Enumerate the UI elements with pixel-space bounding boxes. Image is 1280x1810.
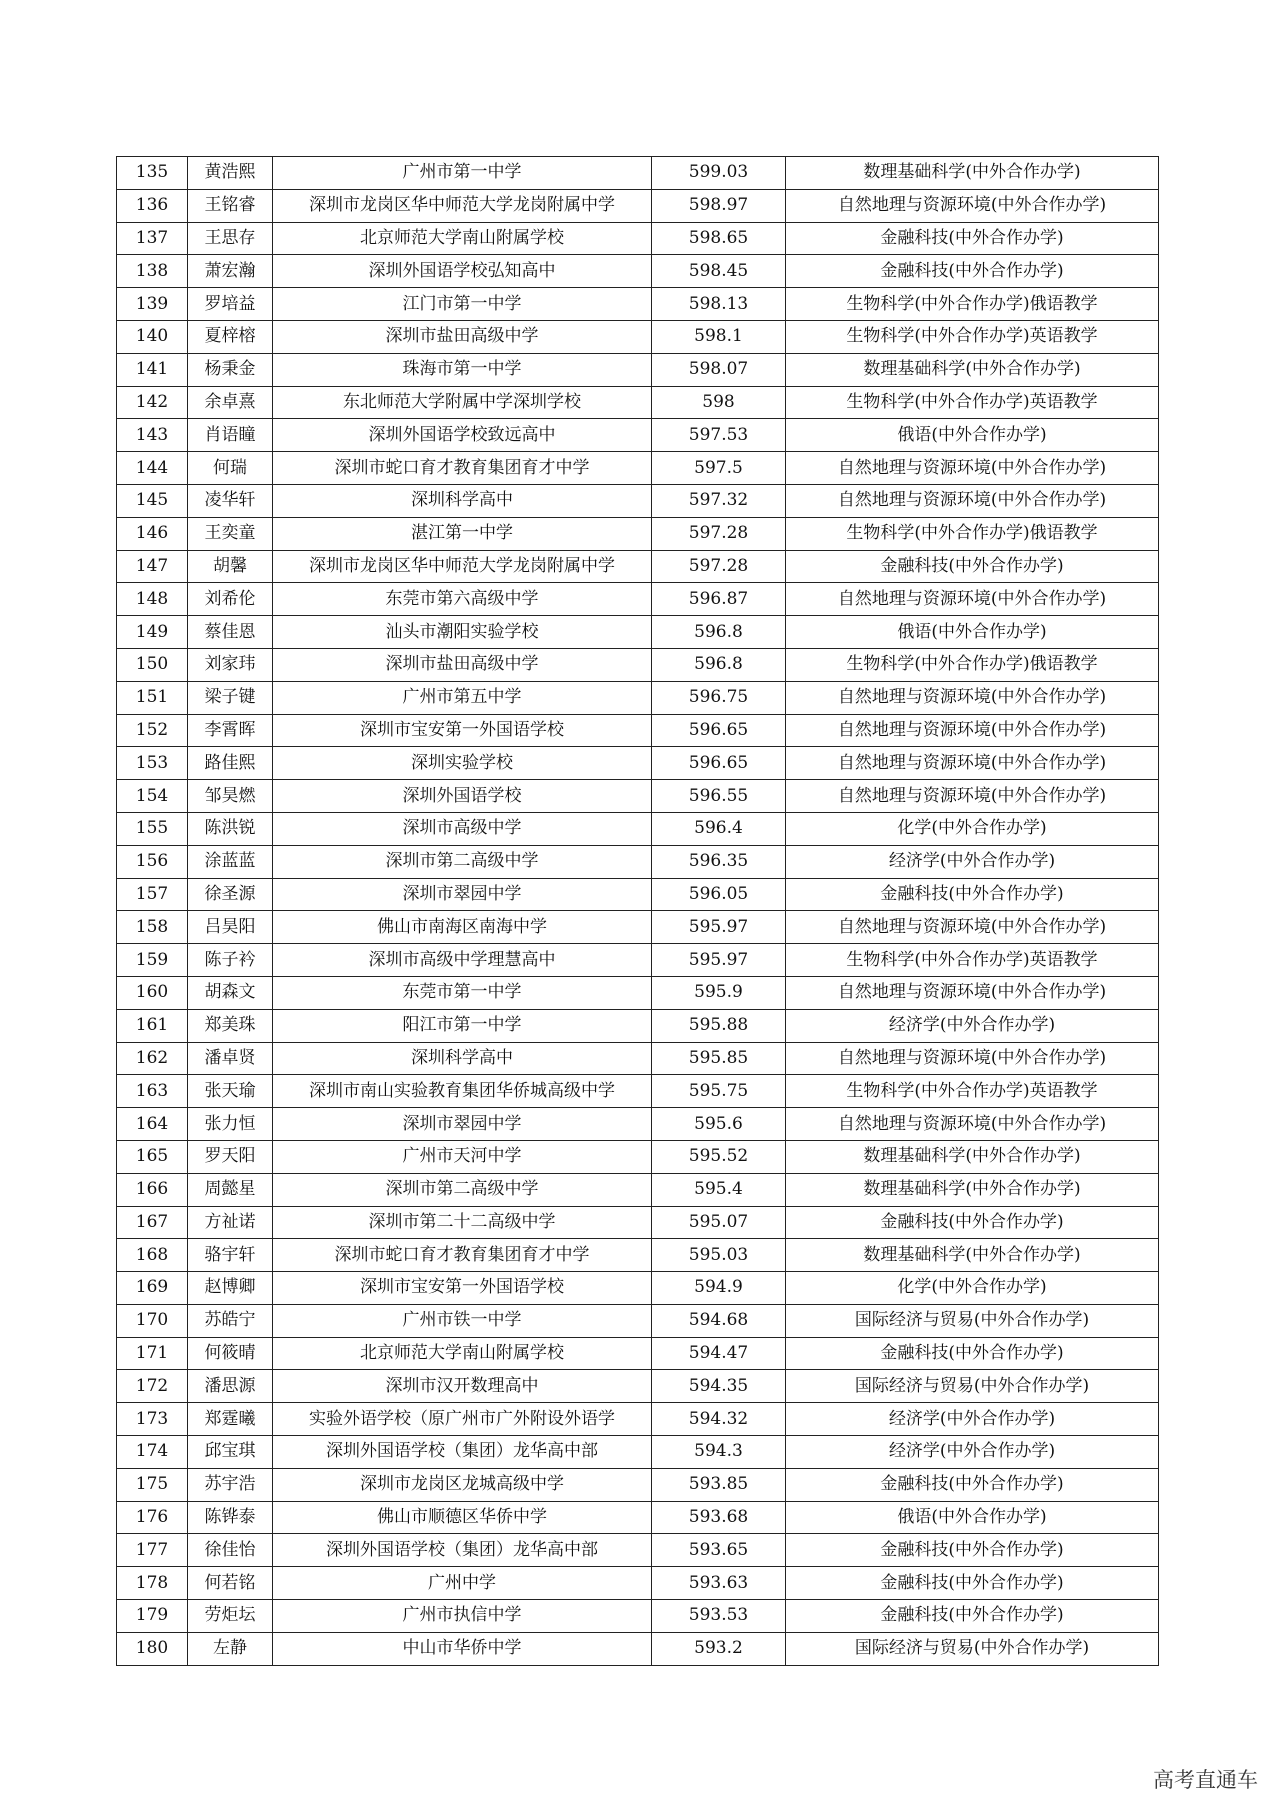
major-cell: 金融科技(中外合作办学): [786, 1206, 1159, 1239]
score-cell: 593.68: [652, 1501, 786, 1534]
table-row: [117, 1108, 1159, 1141]
name-cell: 胡森文: [188, 976, 273, 1009]
school-cell: 深圳市盐田高级中学: [273, 648, 652, 681]
rank-cell: 144: [117, 452, 188, 485]
name-cell: 路佳熙: [188, 747, 273, 780]
rank-cell: 174: [117, 1436, 188, 1469]
major-cell: 俄语(中外合作办学): [786, 1501, 1159, 1534]
school-cell: 深圳外国语学校弘知高中: [273, 255, 652, 288]
school-cell: 湛江第一中学: [273, 517, 652, 550]
school-cell: 珠海市第一中学: [273, 353, 652, 386]
table-body: [117, 157, 1159, 1666]
table-row: [117, 1567, 1159, 1600]
school-cell: 江门市第一中学: [273, 288, 652, 321]
major-cell: 自然地理与资源环境(中外合作办学): [786, 583, 1159, 616]
rank-cell: 147: [117, 550, 188, 583]
rank-cell: 173: [117, 1403, 188, 1436]
name-cell: 王奕童: [188, 517, 273, 550]
table-row: [117, 583, 1159, 616]
table-row: [117, 878, 1159, 911]
rank-cell: 153: [117, 747, 188, 780]
school-cell: 深圳市第二高级中学: [273, 845, 652, 878]
admission-table: [116, 156, 1159, 1666]
table-row: [117, 386, 1159, 419]
school-cell: 深圳外国语学校致远高中: [273, 419, 652, 452]
table-row: [117, 976, 1159, 1009]
major-cell: 金融科技(中外合作办学): [786, 1468, 1159, 1501]
table-row: [117, 911, 1159, 944]
school-cell: 佛山市顺德区华侨中学: [273, 1501, 652, 1534]
school-cell: 深圳科学高中: [273, 484, 652, 517]
score-cell: 594.35: [652, 1370, 786, 1403]
rank-cell: 159: [117, 944, 188, 977]
rank-cell: 150: [117, 648, 188, 681]
table-row: [117, 1600, 1159, 1633]
rank-cell: 170: [117, 1304, 188, 1337]
name-cell: 陈铧泰: [188, 1501, 273, 1534]
major-cell: 生物科学(中外合作办学)俄语教学: [786, 648, 1159, 681]
score-cell: 596.75: [652, 681, 786, 714]
rank-cell: 135: [117, 157, 188, 190]
name-cell: 潘思源: [188, 1370, 273, 1403]
major-cell: 经济学(中外合作办学): [786, 1436, 1159, 1469]
name-cell: 罗培益: [188, 288, 273, 321]
score-cell: 594.47: [652, 1337, 786, 1370]
school-cell: 广州市铁一中学: [273, 1304, 652, 1337]
table-row: [117, 1075, 1159, 1108]
score-cell: 593.2: [652, 1632, 786, 1665]
major-cell: 化学(中外合作办学): [786, 1272, 1159, 1305]
name-cell: 周懿星: [188, 1173, 273, 1206]
score-cell: 598.45: [652, 255, 786, 288]
major-cell: 数理基础科学(中外合作办学): [786, 157, 1159, 190]
school-cell: 深圳市龙岗区华中师范大学龙岗附属中学: [273, 189, 652, 222]
score-cell: 596.4: [652, 812, 786, 845]
name-cell: 夏梓榕: [188, 320, 273, 353]
name-cell: 梁子键: [188, 681, 273, 714]
table-row: [117, 1501, 1159, 1534]
school-cell: 中山市华侨中学: [273, 1632, 652, 1665]
table-row: [117, 1436, 1159, 1469]
score-cell: 595.9: [652, 976, 786, 1009]
school-cell: 深圳外国语学校（集团）龙华高中部: [273, 1436, 652, 1469]
score-cell: 598.65: [652, 222, 786, 255]
rank-cell: 168: [117, 1239, 188, 1272]
name-cell: 李霄晖: [188, 714, 273, 747]
school-cell: 广州中学: [273, 1567, 652, 1600]
table-row: [117, 320, 1159, 353]
major-cell: 经济学(中外合作办学): [786, 1009, 1159, 1042]
name-cell: 郑霆曦: [188, 1403, 273, 1436]
score-cell: 596.8: [652, 616, 786, 649]
major-cell: 生物科学(中外合作办学)英语教学: [786, 944, 1159, 977]
rank-cell: 180: [117, 1632, 188, 1665]
rank-cell: 169: [117, 1272, 188, 1305]
rank-cell: 171: [117, 1337, 188, 1370]
rank-cell: 157: [117, 878, 188, 911]
score-cell: 595.07: [652, 1206, 786, 1239]
major-cell: 数理基础科学(中外合作办学): [786, 1173, 1159, 1206]
major-cell: 自然地理与资源环境(中外合作办学): [786, 452, 1159, 485]
school-cell: 北京师范大学南山附属学校: [273, 222, 652, 255]
score-cell: 593.85: [652, 1468, 786, 1501]
major-cell: 生物科学(中外合作办学)英语教学: [786, 386, 1159, 419]
major-cell: 金融科技(中外合作办学): [786, 550, 1159, 583]
rank-cell: 158: [117, 911, 188, 944]
score-cell: 593.53: [652, 1600, 786, 1633]
school-cell: 东北师范大学附属中学深圳学校: [273, 386, 652, 419]
major-cell: 金融科技(中外合作办学): [786, 255, 1159, 288]
rank-cell: 165: [117, 1140, 188, 1173]
major-cell: 自然地理与资源环境(中外合作办学): [786, 484, 1159, 517]
score-cell: 596.05: [652, 878, 786, 911]
table-row: [117, 1370, 1159, 1403]
school-cell: 深圳市龙岗区龙城高级中学: [273, 1468, 652, 1501]
school-cell: 深圳市第二十二高级中学: [273, 1206, 652, 1239]
table-row: [117, 648, 1159, 681]
score-cell: 598.97: [652, 189, 786, 222]
major-cell: 金融科技(中外合作办学): [786, 1534, 1159, 1567]
table-row: [117, 812, 1159, 845]
score-cell: 597.28: [652, 550, 786, 583]
rank-cell: 143: [117, 419, 188, 452]
name-cell: 徐佳怡: [188, 1534, 273, 1567]
table-row: [117, 1239, 1159, 1272]
score-cell: 597.53: [652, 419, 786, 452]
name-cell: 赵博卿: [188, 1272, 273, 1305]
name-cell: 萧宏瀚: [188, 255, 273, 288]
major-cell: 自然地理与资源环境(中外合作办学): [786, 780, 1159, 813]
score-cell: 595.6: [652, 1108, 786, 1141]
score-cell: 595.97: [652, 911, 786, 944]
name-cell: 张天瑜: [188, 1075, 273, 1108]
major-cell: 国际经济与贸易(中外合作办学): [786, 1304, 1159, 1337]
rank-cell: 177: [117, 1534, 188, 1567]
major-cell: 金融科技(中外合作办学): [786, 222, 1159, 255]
name-cell: 骆宇轩: [188, 1239, 273, 1272]
major-cell: 俄语(中外合作办学): [786, 616, 1159, 649]
table-row: [117, 780, 1159, 813]
watermark-text: 高考直通车: [1153, 1768, 1258, 1792]
table-row: [117, 452, 1159, 485]
admission-table-wrapper: [116, 156, 1158, 1666]
name-cell: 苏宇浩: [188, 1468, 273, 1501]
name-cell: 何若铭: [188, 1567, 273, 1600]
rank-cell: 136: [117, 189, 188, 222]
school-cell: 深圳市蛇口育才教育集团育才中学: [273, 1239, 652, 1272]
rank-cell: 137: [117, 222, 188, 255]
score-cell: 598: [652, 386, 786, 419]
score-cell: 597.5: [652, 452, 786, 485]
major-cell: 数理基础科学(中外合作办学): [786, 1239, 1159, 1272]
rank-cell: 160: [117, 976, 188, 1009]
school-cell: 深圳市汉开数理高中: [273, 1370, 652, 1403]
school-cell: 深圳外国语学校（集团）龙华高中部: [273, 1534, 652, 1567]
major-cell: 自然地理与资源环境(中外合作办学): [786, 1042, 1159, 1075]
score-cell: 596.55: [652, 780, 786, 813]
major-cell: 化学(中外合作办学): [786, 812, 1159, 845]
school-cell: 广州市执信中学: [273, 1600, 652, 1633]
major-cell: 国际经济与贸易(中外合作办学): [786, 1632, 1159, 1665]
name-cell: 王思存: [188, 222, 273, 255]
major-cell: 经济学(中外合作办学): [786, 1403, 1159, 1436]
score-cell: 593.63: [652, 1567, 786, 1600]
school-cell: 深圳市高级中学理慧高中: [273, 944, 652, 977]
score-cell: 598.07: [652, 353, 786, 386]
rank-cell: 179: [117, 1600, 188, 1633]
school-cell: 东莞市第六高级中学: [273, 583, 652, 616]
school-cell: 佛山市南海区南海中学: [273, 911, 652, 944]
rank-cell: 145: [117, 484, 188, 517]
name-cell: 涂蓝蓝: [188, 845, 273, 878]
score-cell: 596.8: [652, 648, 786, 681]
rank-cell: 178: [117, 1567, 188, 1600]
table-row: [117, 1009, 1159, 1042]
score-cell: 597.32: [652, 484, 786, 517]
name-cell: 张力恒: [188, 1108, 273, 1141]
rank-cell: 161: [117, 1009, 188, 1042]
table-row: [117, 255, 1159, 288]
major-cell: 国际经济与贸易(中外合作办学): [786, 1370, 1159, 1403]
major-cell: 自然地理与资源环境(中外合作办学): [786, 189, 1159, 222]
name-cell: 蔡佳恩: [188, 616, 273, 649]
rank-cell: 154: [117, 780, 188, 813]
name-cell: 杨秉金: [188, 353, 273, 386]
score-cell: 594.3: [652, 1436, 786, 1469]
rank-cell: 163: [117, 1075, 188, 1108]
school-cell: 深圳市高级中学: [273, 812, 652, 845]
major-cell: 自然地理与资源环境(中外合作办学): [786, 1108, 1159, 1141]
name-cell: 陈子衿: [188, 944, 273, 977]
major-cell: 经济学(中外合作办学): [786, 845, 1159, 878]
score-cell: 597.28: [652, 517, 786, 550]
rank-cell: 138: [117, 255, 188, 288]
name-cell: 方祉诺: [188, 1206, 273, 1239]
name-cell: 罗天阳: [188, 1140, 273, 1173]
major-cell: 金融科技(中外合作办学): [786, 1600, 1159, 1633]
major-cell: 自然地理与资源环境(中外合作办学): [786, 681, 1159, 714]
name-cell: 徐圣源: [188, 878, 273, 911]
name-cell: 郑美珠: [188, 1009, 273, 1042]
score-cell: 595.03: [652, 1239, 786, 1272]
score-cell: 598.1: [652, 320, 786, 353]
rank-cell: 155: [117, 812, 188, 845]
table-row: [117, 550, 1159, 583]
name-cell: 肖语瞳: [188, 419, 273, 452]
name-cell: 刘家玮: [188, 648, 273, 681]
rank-cell: 167: [117, 1206, 188, 1239]
major-cell: 数理基础科学(中外合作办学): [786, 1140, 1159, 1173]
rank-cell: 162: [117, 1042, 188, 1075]
table-row: [117, 1403, 1159, 1436]
school-cell: 深圳市翠园中学: [273, 878, 652, 911]
table-row: [117, 1632, 1159, 1665]
major-cell: 金融科技(中外合作办学): [786, 878, 1159, 911]
name-cell: 黄浩熙: [188, 157, 273, 190]
table-row: [117, 353, 1159, 386]
school-cell: 东莞市第一中学: [273, 976, 652, 1009]
school-cell: 深圳市南山实验教育集团华侨城高级中学: [273, 1075, 652, 1108]
table-row: [117, 222, 1159, 255]
score-cell: 595.88: [652, 1009, 786, 1042]
table-row: [117, 157, 1159, 190]
table-row: [117, 1272, 1159, 1305]
rank-cell: 148: [117, 583, 188, 616]
name-cell: 邹昊燃: [188, 780, 273, 813]
name-cell: 吕昊阳: [188, 911, 273, 944]
rank-cell: 156: [117, 845, 188, 878]
table-row: [117, 189, 1159, 222]
table-row: [117, 845, 1159, 878]
school-cell: 深圳市第二高级中学: [273, 1173, 652, 1206]
table-row: [117, 517, 1159, 550]
school-cell: 深圳市翠园中学: [273, 1108, 652, 1141]
table-row: [117, 681, 1159, 714]
name-cell: 王铭睿: [188, 189, 273, 222]
table-row: [117, 1206, 1159, 1239]
table-row: [117, 714, 1159, 747]
school-cell: 深圳实验学校: [273, 747, 652, 780]
major-cell: 生物科学(中外合作办学)俄语教学: [786, 517, 1159, 550]
school-cell: 深圳市宝安第一外国语学校: [273, 1272, 652, 1305]
major-cell: 自然地理与资源环境(中外合作办学): [786, 976, 1159, 1009]
score-cell: 595.97: [652, 944, 786, 977]
name-cell: 邱宝琪: [188, 1436, 273, 1469]
table-row: [117, 616, 1159, 649]
table-row: [117, 288, 1159, 321]
major-cell: 生物科学(中外合作办学)英语教学: [786, 320, 1159, 353]
score-cell: 594.32: [652, 1403, 786, 1436]
major-cell: 生物科学(中外合作办学)俄语教学: [786, 288, 1159, 321]
school-cell: 汕头市潮阳实验学校: [273, 616, 652, 649]
table-row: [117, 747, 1159, 780]
school-cell: 广州市天河中学: [273, 1140, 652, 1173]
table-row: [117, 1042, 1159, 1075]
score-cell: 596.35: [652, 845, 786, 878]
rank-cell: 166: [117, 1173, 188, 1206]
table-row: [117, 944, 1159, 977]
rank-cell: 175: [117, 1468, 188, 1501]
name-cell: 胡馨: [188, 550, 273, 583]
major-cell: 自然地理与资源环境(中外合作办学): [786, 911, 1159, 944]
rank-cell: 146: [117, 517, 188, 550]
table-row: [117, 1337, 1159, 1370]
score-cell: 595.4: [652, 1173, 786, 1206]
table-row: [117, 484, 1159, 517]
school-cell: 深圳科学高中: [273, 1042, 652, 1075]
major-cell: 自然地理与资源环境(中外合作办学): [786, 747, 1159, 780]
rank-cell: 141: [117, 353, 188, 386]
score-cell: 595.52: [652, 1140, 786, 1173]
rank-cell: 140: [117, 320, 188, 353]
table-row: [117, 1468, 1159, 1501]
major-cell: 生物科学(中外合作办学)英语教学: [786, 1075, 1159, 1108]
school-cell: 广州市第一中学: [273, 157, 652, 190]
table-row: [117, 1534, 1159, 1567]
school-cell: 深圳市宝安第一外国语学校: [273, 714, 652, 747]
school-cell: 深圳外国语学校: [273, 780, 652, 813]
name-cell: 苏皓宁: [188, 1304, 273, 1337]
rank-cell: 164: [117, 1108, 188, 1141]
score-cell: 594.9: [652, 1272, 786, 1305]
school-cell: 广州市第五中学: [273, 681, 652, 714]
table-row: [117, 1304, 1159, 1337]
name-cell: 余卓熹: [188, 386, 273, 419]
major-cell: 金融科技(中外合作办学): [786, 1337, 1159, 1370]
score-cell: 599.03: [652, 157, 786, 190]
name-cell: 陈洪锐: [188, 812, 273, 845]
table-row: [117, 1173, 1159, 1206]
school-cell: 阳江市第一中学: [273, 1009, 652, 1042]
school-cell: 实验外语学校（原广州市广外附设外语学: [273, 1403, 652, 1436]
rank-cell: 151: [117, 681, 188, 714]
school-cell: 深圳市蛇口育才教育集团育才中学: [273, 452, 652, 485]
major-cell: 金融科技(中外合作办学): [786, 1567, 1159, 1600]
major-cell: 自然地理与资源环境(中外合作办学): [786, 714, 1159, 747]
name-cell: 何瑞: [188, 452, 273, 485]
name-cell: 劳炬坛: [188, 1600, 273, 1633]
score-cell: 598.13: [652, 288, 786, 321]
rank-cell: 142: [117, 386, 188, 419]
score-cell: 594.68: [652, 1304, 786, 1337]
score-cell: 593.65: [652, 1534, 786, 1567]
score-cell: 596.65: [652, 747, 786, 780]
school-cell: 深圳市龙岗区华中师范大学龙岗附属中学: [273, 550, 652, 583]
rank-cell: 172: [117, 1370, 188, 1403]
score-cell: 596.87: [652, 583, 786, 616]
name-cell: 凌华轩: [188, 484, 273, 517]
score-cell: 595.75: [652, 1075, 786, 1108]
table-row: [117, 1140, 1159, 1173]
name-cell: 潘卓贤: [188, 1042, 273, 1075]
rank-cell: 139: [117, 288, 188, 321]
name-cell: 刘希伦: [188, 583, 273, 616]
school-cell: 北京师范大学南山附属学校: [273, 1337, 652, 1370]
table-row: [117, 419, 1159, 452]
major-cell: 数理基础科学(中外合作办学): [786, 353, 1159, 386]
score-cell: 595.85: [652, 1042, 786, 1075]
name-cell: 何筱晴: [188, 1337, 273, 1370]
rank-cell: 176: [117, 1501, 188, 1534]
name-cell: 左静: [188, 1632, 273, 1665]
rank-cell: 149: [117, 616, 188, 649]
school-cell: 深圳市盐田高级中学: [273, 320, 652, 353]
rank-cell: 152: [117, 714, 188, 747]
major-cell: 俄语(中外合作办学): [786, 419, 1159, 452]
score-cell: 596.65: [652, 714, 786, 747]
